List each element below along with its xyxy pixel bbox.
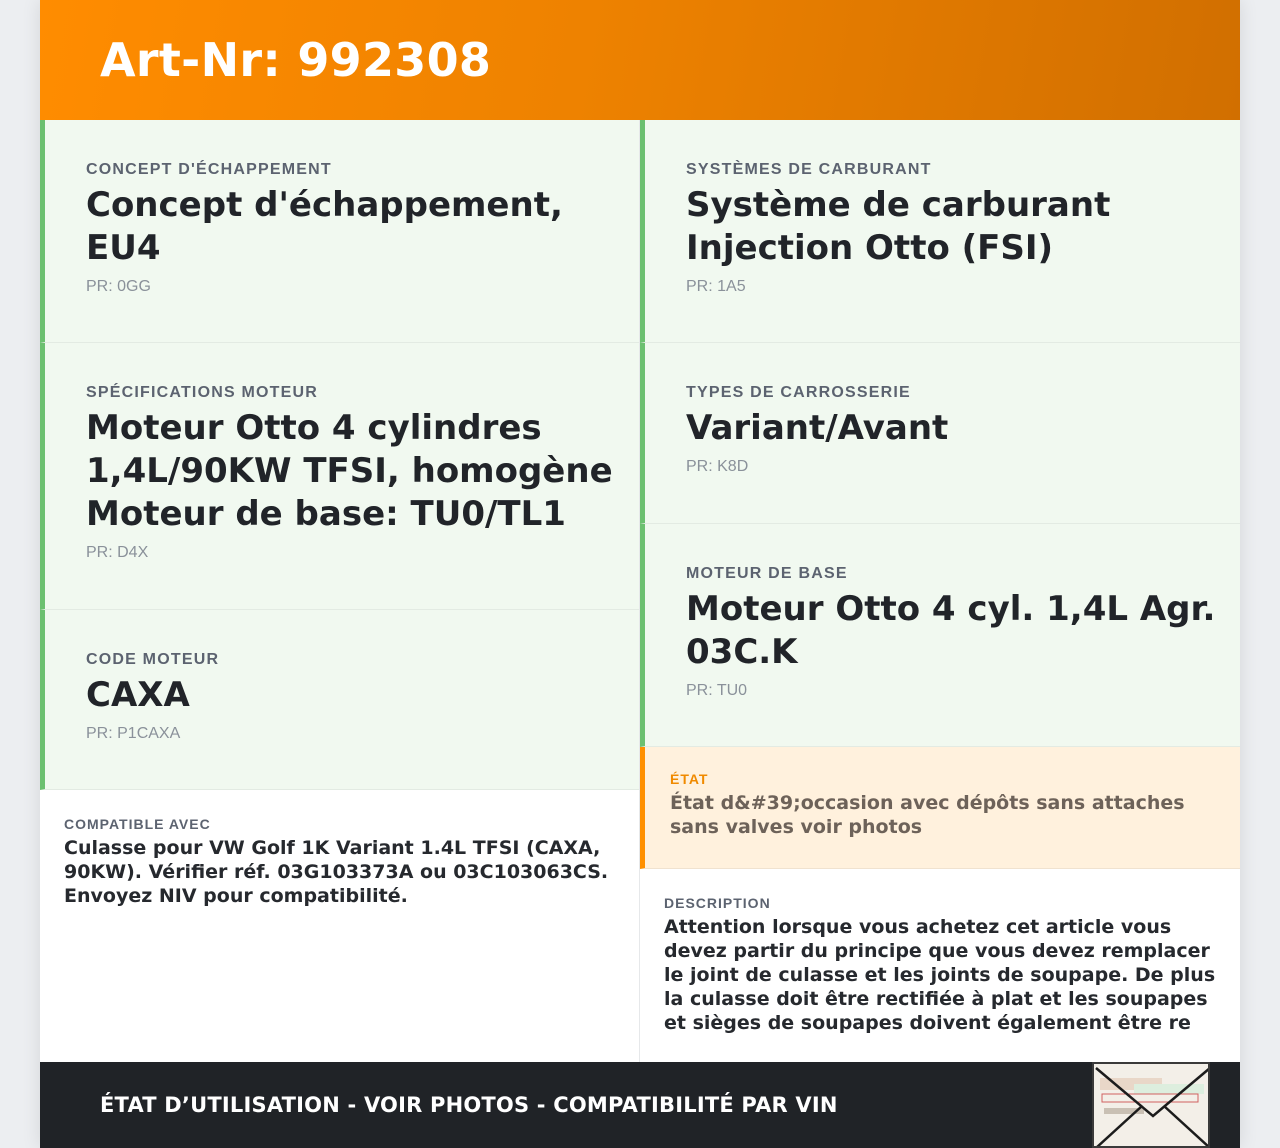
spec-pr-code: PR: K8D <box>686 458 749 475</box>
spec-value: Variant/Avant <box>686 408 949 448</box>
compatible-text: Culasse pour VW Golf 1K Variant 1.4L TFSI (CAXA, 90KW). Vérifier réf. 03G103373A ou 03C103063CS. Envoyez NIV pour compatibilité. <box>64 837 609 907</box>
compatible-label: COMPATIBLE AVEC <box>64 816 211 832</box>
description-section <box>640 869 1240 1035</box>
footer-bar <box>40 1062 1240 1148</box>
product-photo-thumbnail[interactable] <box>1092 1062 1210 1148</box>
envelope-icon <box>1094 1064 1210 1148</box>
spec-label: CODE MOTEUR <box>86 651 220 668</box>
spec-value: Moteur Otto 4 cyl. 1,4L Agr. 03C.K <box>686 589 1216 672</box>
condition-label: ÉTAT <box>670 771 709 787</box>
spec-value: Concept d'échappement, EU4 <box>86 185 563 268</box>
spec-label: SPÉCIFICATIONS MOTEUR <box>86 384 319 401</box>
spec-label: MOTEUR DE BASE <box>686 565 848 582</box>
spec-label: TYPES DE CARROSSERIE <box>686 384 911 401</box>
article-number-title: Art-Nr: 992308 <box>100 33 492 87</box>
spec-body-types <box>640 343 1240 524</box>
spec-value: Moteur Otto 4 cylindres 1,4L/90KW TFSI, homogène Moteur de base: TU0/TL1 <box>86 408 613 534</box>
spec-label: CONCEPT D'ÉCHAPPEMENT <box>86 161 332 178</box>
header-banner <box>40 0 1240 120</box>
description-label: DESCRIPTION <box>664 895 771 911</box>
footer-text: ÉTAT D’UTILISATION - VOIR PHOTOS - COMPATIBILITÉ PAR VIN <box>100 1093 838 1117</box>
spec-pr-code: PR: TU0 <box>686 682 748 699</box>
spec-fuel-systems <box>640 120 1240 343</box>
spec-label: SYSTÈMES DE CARBURANT <box>686 161 932 178</box>
spec-pr-code: PR: D4X <box>86 544 149 561</box>
spec-base-engine <box>640 524 1240 747</box>
spec-value: CAXA <box>86 675 190 715</box>
condition-text: État d&#39;occasion avec dépôts sans attaches sans valves voir photos <box>670 792 1185 838</box>
spec-pr-code: PR: 1A5 <box>686 278 746 295</box>
spec-engine-code <box>40 610 639 790</box>
spec-pr-code: PR: P1CAXA <box>86 725 181 742</box>
spec-engine-specifications <box>40 343 639 610</box>
left-column <box>40 120 640 1062</box>
content-columns <box>40 120 1240 1062</box>
condition-section <box>640 747 1240 869</box>
spec-pr-code: PR: 0GG <box>86 278 151 295</box>
spec-exhaust-concept <box>40 120 639 343</box>
description-text: Attention lorsque vous achetez cet article vous devez partir du principe que vous devez remplacer le joint de culasse et les joints de soupape. De plus la culasse doit être rectifiée à plat et les soupapes et sièges de soupapes doivent également être re <box>664 916 1216 1034</box>
right-column <box>640 120 1240 1062</box>
compatible-section <box>40 790 639 908</box>
product-card <box>40 0 1240 1148</box>
spec-value: Système de carburant Injection Otto (FSI) <box>686 185 1111 268</box>
